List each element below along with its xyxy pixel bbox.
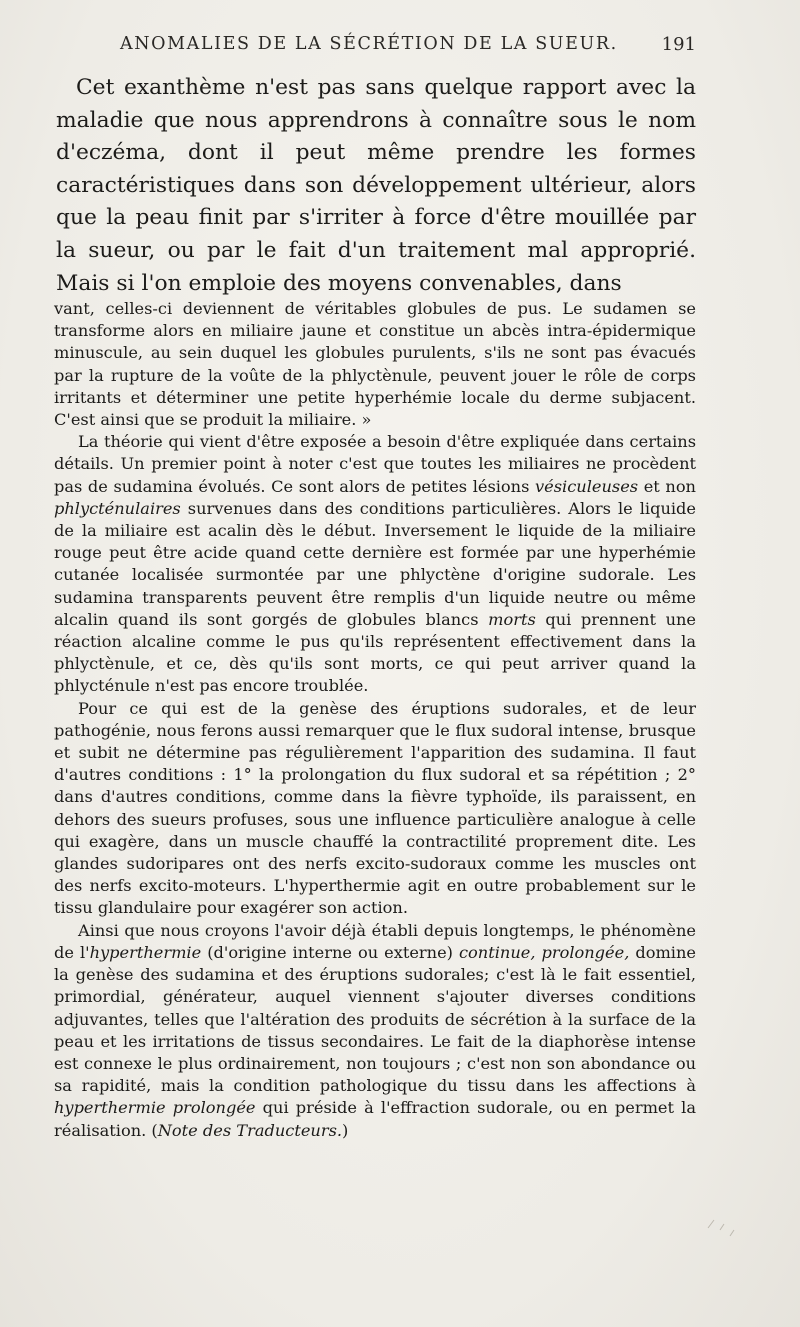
italic-term: morts	[488, 609, 536, 629]
page-header	[80, 34, 696, 60]
text-run: qui préside à l'effraction sudorale, ou en permet la réalisation. (	[54, 1098, 696, 1140]
paper-specks	[700, 1200, 760, 1240]
italic-term: Note des Traducteurs.	[157, 1120, 343, 1140]
italic-term: phlycténulaires	[54, 498, 181, 518]
footnote-block	[54, 298, 696, 1142]
text-run: )	[342, 1120, 349, 1140]
text-run: (d'origine interne ou externe)	[201, 942, 459, 962]
text-run: qui prennent une réaction alcaline comme le pus qu'ils représentent effectivement dans la phlyctènule, et ce, dès qu'ils sont morts, ce qui peut arriver quand la phlycténule n'est pas encore troublée.	[54, 609, 697, 696]
page-number: 191	[661, 34, 696, 55]
running-title: ANOMALIES DE LA SÉCRÉTION DE LA SUEUR.	[120, 34, 618, 54]
text-run: Ainsi que nous croyons l'avoir déjà établi depuis longtemps, le phénomène de l'	[54, 920, 696, 962]
footnote-paragraph-3: Pour ce qui est de la genèse des éruptions sudorales, et de leur pathogénie, nous ferons aussi remarquer que le flux sudoral intense, brusque et subit ne détermine pas régulièrement l'apparition des sudamina. Il faut d'autres conditions : 1° la prolongation du flux sudoral et sa répétition ; 2° dans d'autres conditions, comme dans la fièvre typhoïde, ils paraissent, en dehors des sueurs profuses, sous une influence particulière analogue à celle qui exagère, dans un muscle chauffé la contractilité proprement dite. Les glandes sudoripares ont des nerfs excito-sudoraux comme les muscles ont des nerfs excito-moteurs. L'hyperthermie agit en outre probablement sur le tissu glandulaire pour exagérer son action.	[54, 698, 696, 918]
text-run: survenues dans des conditions particulières. Alors le liquide de la miliaire est acalin dès le début. Inversement le liquide de la miliaire rouge peut être acide quand cette dernière est formée par une hyperhémie cutanée localisée surmontée par une phlyctène d'origine sudorale. Les sudamina transparents peuvent être remplis d'un liquide neutre ou même alcalin quand ils sont gorgés de globules blancs	[54, 498, 696, 629]
footnote-paragraph-4	[54, 920, 696, 1142]
main-text	[56, 72, 696, 300]
italic-term: hyperthermie	[89, 942, 202, 962]
italic-term: hyperthermie prolongée	[54, 1098, 256, 1118]
text-run: et non	[638, 476, 696, 496]
footnote-paragraph-1: vant, celles-ci deviennent de véritables globules de pus. Le sudamen se transforme alors en miliaire jaune et constitue un abcès intra-épidermique minuscule, au sein duquel les globules purulents, s'ils ne sont pas évacués par la rupture de la voûte de la phlyctènule, peuvent jouer le rôle de corps irritants et déterminer une petite hyperhémie locale du derme subjacent. C'est ainsi que se produit la miliaire. »	[54, 299, 696, 430]
italic-term: continue, prolongée,	[458, 942, 630, 962]
footnote-paragraph-2	[54, 431, 696, 697]
italic-term: vésiculeuses	[535, 476, 639, 496]
lead-paragraph: Cet exanthème n'est pas sans quelque rapport avec la maladie que nous apprendrons à connaître sous le nom d'eczéma, dont il peut même prendre les formes caractéristiques dans son développement ultérieur, alors que la peau finit par s'irriter à force d'être mouillée par la sueur, ou par le fait d'un traitement mal approprié. Mais si l'on emploie des moyens convenables, dans	[56, 75, 696, 296]
text-run: La théorie qui vient d'être exposée a besoin d'être expliquée dans certains détails. Un premier point à noter c'est que toutes les miliaires ne procèdent pas de sudamina évolués. Ce sont alors de petites lésions	[54, 432, 696, 496]
text-run: domine la genèse des sudamina et des éruptions sudorales; c'est là le fait essentiel, primordial, générateur, auquel viennent s'ajouter diverses conditions adjuvantes, telles que l'altération des produits de sécrétion à la surface de la peau et les irritations de tissus secondaires. Le fait de la diaphorèse intense est connexe le plus ordinairement, non toujours ; c'est non son abondance ou sa rapidité, mais la condition pathologique du tissu dans les affections à	[54, 942, 696, 1096]
